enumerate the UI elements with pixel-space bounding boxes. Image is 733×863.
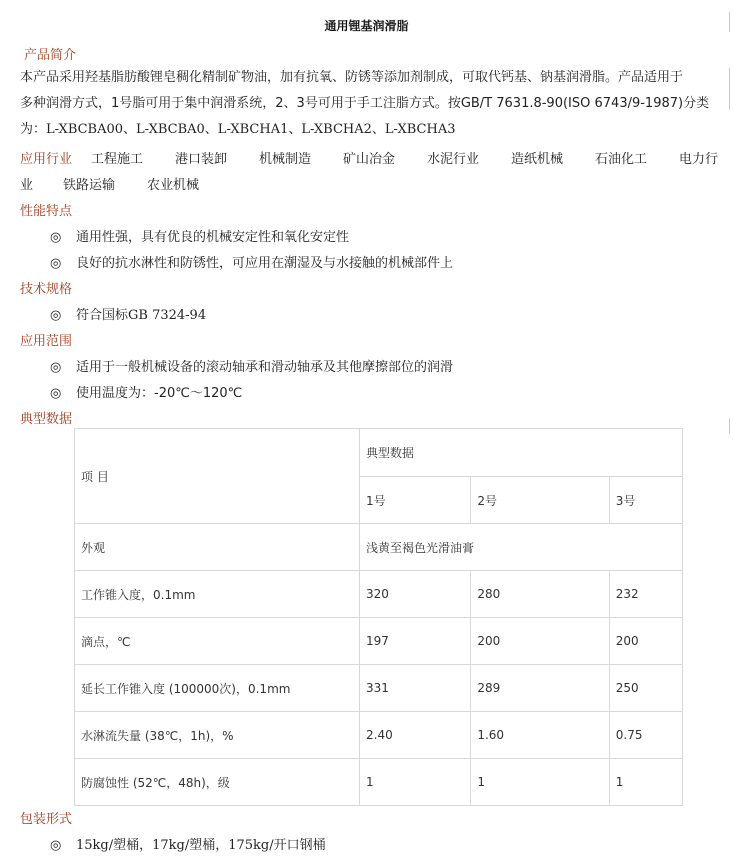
bullet-icon: ◎ xyxy=(50,230,62,245)
row-value: 200 xyxy=(609,618,682,665)
row-value: 1 xyxy=(609,759,682,806)
table-row xyxy=(75,618,683,665)
row-value: 0.75 xyxy=(609,712,682,759)
industry-item: 电力行 xyxy=(679,152,719,167)
right-rule xyxy=(729,12,730,32)
table-row xyxy=(75,571,683,618)
industry-item: 港口装卸 xyxy=(175,152,228,167)
intro-line: 本产品采用羟基脂肪酸锂皂稠化精制矿物油，加有抗氧、防锈等添加剂制成，可取代钙基、钠基润滑脂。产品适用于 xyxy=(20,70,684,85)
row-value: 1.60 xyxy=(471,712,609,759)
section-heading-typical: 典型数据 xyxy=(20,412,73,427)
feature-item: ◎ 良好的抗水淋性和防锈性，可应用在潮湿及与水接触的机械部件上 xyxy=(50,256,454,271)
bullet-icon: ◎ xyxy=(50,838,62,853)
table-row xyxy=(75,712,683,759)
row-value: 280 xyxy=(471,571,609,618)
package-item: ◎ 15kg/塑桶，17kg/塑桶，175kg/开口钢桶 xyxy=(50,838,326,853)
row-value: 200 xyxy=(471,618,609,665)
row-value: 197 xyxy=(360,618,471,665)
intro-line: 为：L-XBCBA00、L-XBCBA0、L-XBCHA1、L-XBCHA2、L-XBCHA3 xyxy=(20,122,456,137)
row-label: 工作锥入度，0.1mm xyxy=(75,571,360,618)
row-label: 外观 xyxy=(75,524,360,571)
table-row xyxy=(75,524,683,571)
table-row xyxy=(75,759,683,806)
right-rule xyxy=(729,68,730,110)
industry-item: 矿山冶金 xyxy=(343,152,396,167)
table-header-grade: 2号 xyxy=(471,477,609,524)
row-value: 232 xyxy=(609,571,682,618)
row-label: 滴点，℃ xyxy=(75,618,360,665)
scope-item: ◎ 适用于一般机械设备的滚动轴承和滑动轴承及其他摩擦部位的润滑 xyxy=(50,360,454,375)
intro-paragraph xyxy=(20,65,732,143)
typical-data-table xyxy=(74,428,683,806)
right-rule xyxy=(729,418,730,434)
row-value: 289 xyxy=(471,665,609,712)
feature-item: ◎ 通用性强，具有优良的机械安定性和氧化安定性 xyxy=(50,230,350,245)
row-value: 320 xyxy=(360,571,471,618)
industry-item: 农业机械 xyxy=(147,178,200,193)
row-label: 水淋流失量 (38℃，1h)，% xyxy=(75,712,360,759)
row-value: 1 xyxy=(360,759,471,806)
table-row xyxy=(75,665,683,712)
row-value: 250 xyxy=(609,665,682,712)
industry-item: 铁路运输 xyxy=(63,178,116,193)
section-heading-package: 包装形式 xyxy=(20,812,73,827)
row-value: 331 xyxy=(360,665,471,712)
bullet-icon: ◎ xyxy=(50,360,62,375)
section-heading-spec: 技术规格 xyxy=(20,282,73,297)
section-heading-scope: 应用范围 xyxy=(20,334,73,349)
page-title: 通用锂基润滑脂 xyxy=(324,19,409,33)
row-value: 1 xyxy=(471,759,609,806)
section-heading-industry: 应用行业 xyxy=(20,152,73,167)
table-header-data: 典型数据 xyxy=(360,429,683,477)
row-label: 延长工作锥入度 (100000次)，0.1mm xyxy=(75,665,360,712)
table-header-grade: 3号 xyxy=(609,477,682,524)
bullet-icon: ◎ xyxy=(50,308,62,323)
row-value: 浅黄至褐色光滑油膏 xyxy=(360,524,683,571)
spec-item: ◎ 符合国标GB 7324-94 xyxy=(50,308,207,323)
bullet-icon: ◎ xyxy=(50,256,62,271)
bullet-icon: ◎ xyxy=(50,386,62,401)
industry-item: 水泥行业 xyxy=(427,152,480,167)
row-label: 防腐蚀性 (52℃，48h)，级 xyxy=(75,759,360,806)
industry-item: 工程施工 xyxy=(91,152,144,167)
industry-item: 造纸机械 xyxy=(511,152,564,167)
table-header-grade: 1号 xyxy=(360,477,471,524)
industry-item: 业 xyxy=(20,178,34,193)
table-header-item: 项 目 xyxy=(75,429,360,524)
row-value: 2.40 xyxy=(360,712,471,759)
scope-item: ◎ 使用温度为：-20℃～120℃ xyxy=(50,386,243,401)
industry-item: 机械制造 xyxy=(259,152,312,167)
industry-item: 石油化工 xyxy=(595,152,648,167)
section-heading-intro: 产品简介 xyxy=(24,48,77,63)
section-heading-features: 性能特点 xyxy=(20,204,73,219)
intro-line: 多种润滑方式，1号脂可用于集中润滑系统，2、3号可用于手工注脂方式。按GB/T 7631.8-90(ISO 6743/9-1987)分类 xyxy=(20,96,710,111)
